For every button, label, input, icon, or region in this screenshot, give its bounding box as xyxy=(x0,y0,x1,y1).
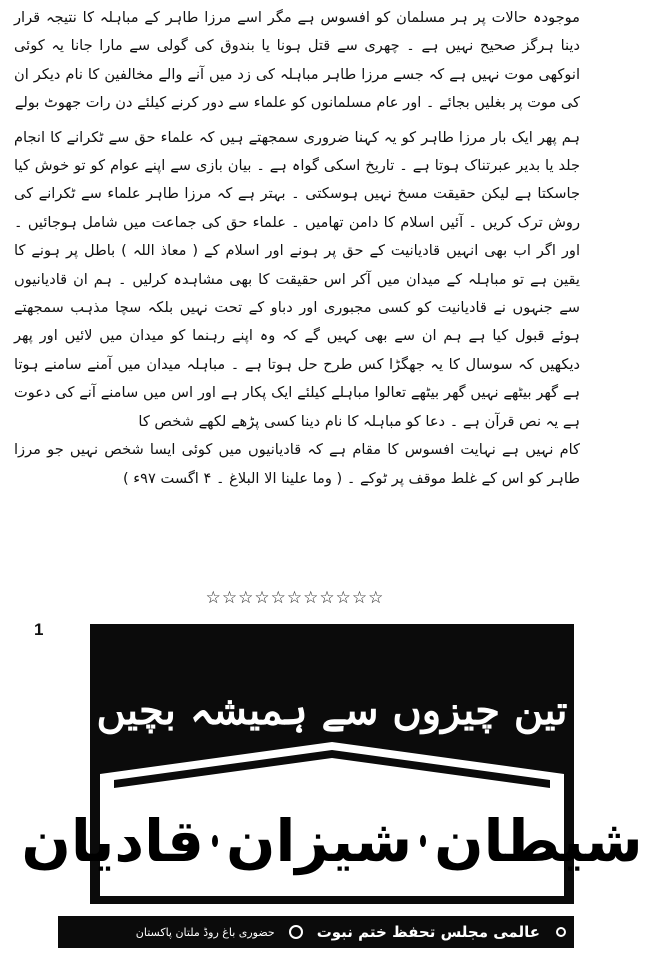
star-divider: ☆☆☆☆☆☆☆☆☆☆☆ xyxy=(205,588,385,608)
page-number: 1 xyxy=(34,620,44,639)
poster-word-shezan: شیزان xyxy=(225,807,413,875)
ring-icon xyxy=(556,927,566,937)
publisher-strip xyxy=(58,916,574,948)
article-paragraph-2: ہم پھر ایک بار مرزا طاہر کو یہ کہنا ضروری سمجھتے ہیں کہ علماء حق سے ٹکرانے کا انجام جلد یا بدیر عبرتناک ہوتا ہے ۔ تاریخ اسکی گواہ ہے ۔ بیان بازی سے اپنے عوام کو تو خوش کیا جاسکتا ہے لیکن حقیقت مسخ نہیں ہوسکتی ۔ بہتر ہے کہ مرزا طاہر علماء سے ٹکرانے کی روش ترک کریں ۔ آئیں اسلام کا دامن تھامیں ۔ علماء حق کی جماعت میں شامل ہوجائیں ۔ اور اگر اب بھی انہیں قادیانیت کے حق پر ہونے اور اسلام کے ( معاذ اللہ ) باطل پر ہونے کا یقین ہے تو مباہلہ کے میدان میں آکر اس حقیقت کا بھی مشاہدہ کرلیں ۔ ہم ان قادیانیوں سے جنہوں نے قادیانیت کو کسی مجبوری اور دباو کے تحت نہیں بلکہ سچا مذہب سمجھتے ہوئے قبول کیا ہے ہم ان سے بھی کہیں گے کہ وہ اپنے رہنما کو میدان میں لائیں اور پھر دیکھیں کہ سوسال کا یہ جھگڑا کس طرح حل ہوتا ہے ۔ مباہلہ میدان میں آمنے سامنے ہوتا ہے گھر بیٹھے نہیں گھر بیٹھے تعالوا مباہلے کیلئے ایک پکار ہے اور اس میں سامنے آنے کی دعوت ہے یہ نص قرآن ہے ۔ دعا کو مباہلہ کا نام دینا کسی پڑھے لکھے شخص کا xyxy=(14,128,580,430)
article-paragraph-1: موجودہ حالات پر ہر مسلمان کو افسوس ہے مگر اسے مرزا طاہر کے مباہلہ کا نتیجہ قرار دینا ہرگز صحیح نہیں ہے ۔ چھری سے قتل ہونا یا بندوق کی گولی سے مارا جانا یہ کوئی انوکھی موت نہیں ہے کہ جسے مرزا طاہر مباہلہ کی زد میں آنے والے مخالفین کا نام دیکر ان کی موت پر بغلیں بجائے ۔ اور عام مسلمانوں کو علماء سے دور کرنے کیلئے دن رات جھوٹ بولے xyxy=(14,9,580,112)
poster-word-shaitan: شیطان xyxy=(434,807,643,875)
bullet-ring-icon xyxy=(420,835,426,847)
publisher-name: عالمی مجلس تحفظ ختم نبوت xyxy=(316,923,540,941)
poster-banner xyxy=(21,624,643,904)
bullet-ring-icon xyxy=(212,835,218,847)
poster-three-words xyxy=(21,786,643,896)
article-paragraph-3: کام نہیں ہے نہایت افسوس کا مقام ہے کہ قادیانیوں میں کوئی ایسا شخص نہیں جو مرزا طاہر کو اس کے غلط موقف پر ٹوکے ۔ ( وما علینا الا البلاغ ۔ ۴ اگست ۹۷ء ) xyxy=(14,441,580,487)
article-body xyxy=(14,4,580,493)
publisher-address: حضوری باغ روڈ ملتان پاکستان xyxy=(135,925,275,939)
ring-icon xyxy=(289,925,303,939)
poster-word-qadian: قادیان xyxy=(21,807,204,875)
poster-headline: تین چیزوں سے ہمیشہ بچیں xyxy=(96,687,568,734)
